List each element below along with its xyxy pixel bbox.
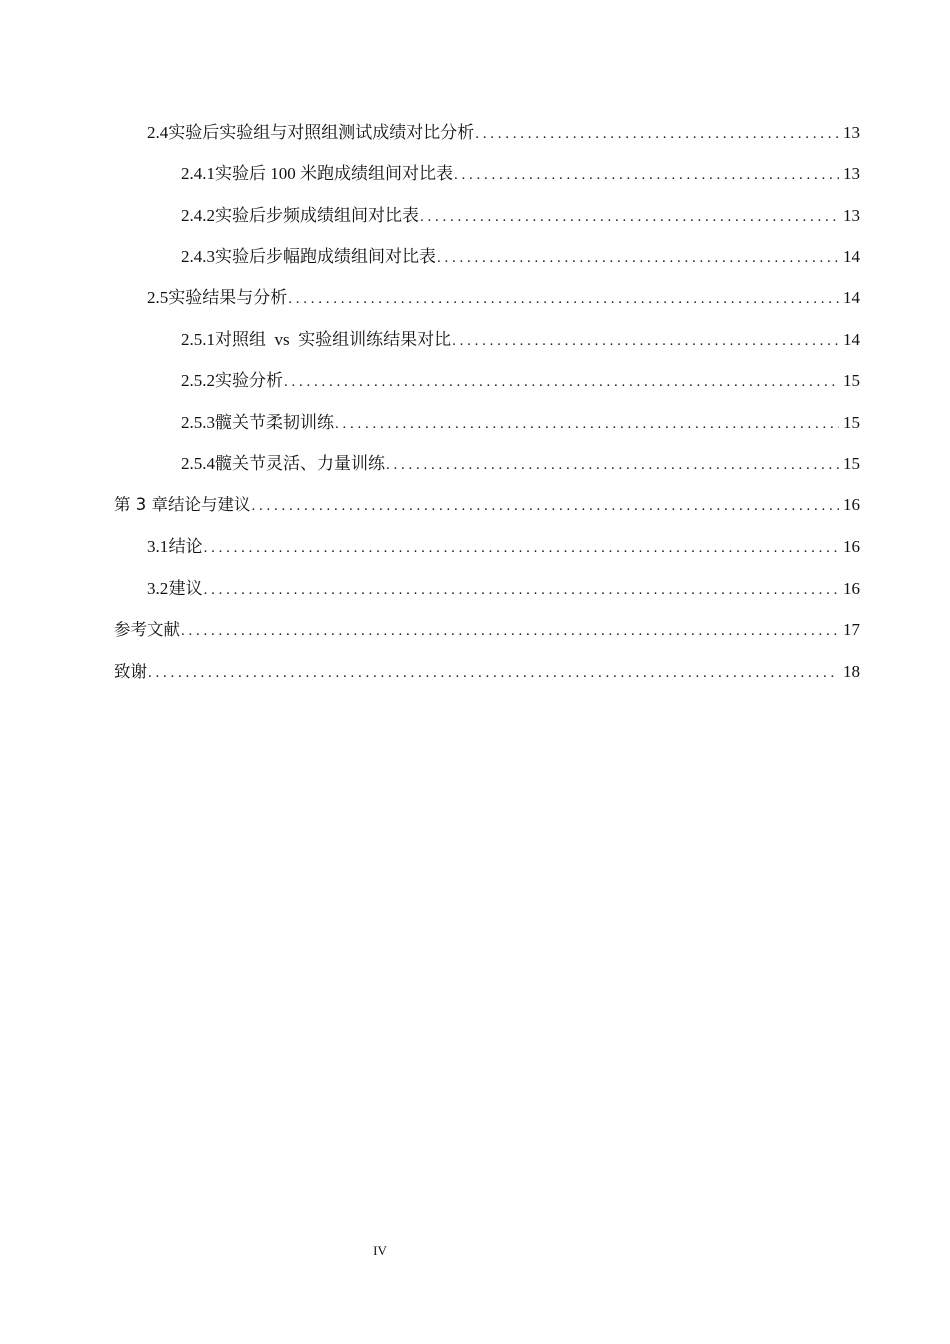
toc-entry-chapter-3[interactable]	[114, 491, 860, 517]
toc-entry-2-5-3[interactable]	[181, 408, 860, 434]
toc-entry-2-4-1[interactable]	[181, 159, 860, 185]
dot-leader	[420, 209, 839, 226]
page-footer-number: IV	[373, 1243, 387, 1258]
dot-leader	[181, 623, 839, 640]
dot-leader	[437, 250, 839, 267]
dot-leader	[454, 167, 839, 184]
toc-title: 髋关节灵活、力量训练	[215, 454, 385, 473]
toc-page-number: 14	[843, 247, 860, 266]
toc-title: 结论与建议	[168, 495, 251, 514]
toc-title: 实验后实验组与对照组测试成绩对比分析	[168, 123, 475, 142]
dot-leader	[148, 665, 839, 682]
toc-number: 2.4.2	[181, 206, 215, 225]
toc-title: 实验后 100 米跑成绩组间对比表	[215, 164, 453, 183]
toc-title: 髋关节柔韧训练	[215, 413, 334, 432]
toc-title: 实验结果与分析	[168, 288, 288, 307]
toc-page-number: 17	[843, 620, 860, 639]
toc-entry-2-5-1[interactable]	[181, 325, 860, 351]
toc-number: 2.5.4	[181, 454, 215, 473]
toc-page-number: 13	[843, 164, 860, 183]
toc-entry-2-4-2[interactable]	[181, 201, 860, 227]
toc-entry-references[interactable]	[114, 616, 860, 642]
toc-entry-2-5-2[interactable]	[181, 366, 860, 392]
toc-title: 建议	[168, 579, 203, 598]
toc-page-number: 13	[843, 123, 860, 142]
toc-page-number: 18	[843, 662, 860, 681]
toc-number: 2.5	[147, 288, 169, 307]
toc-number: 2.5.1	[181, 330, 215, 349]
toc-title: 参考文献	[114, 620, 180, 639]
toc-entry-2-4[interactable]	[147, 118, 860, 144]
toc-title: 对照组 vs 实验组训练结果对比	[215, 330, 452, 349]
toc-page-number: 14	[843, 288, 860, 307]
toc-entry-acknowledgements[interactable]	[114, 658, 860, 684]
toc-page-number: 16	[843, 495, 860, 514]
toc-title: 致谢	[114, 662, 147, 681]
toc-title: 实验后步幅跑成绩组间对比表	[215, 247, 436, 266]
dot-leader	[288, 291, 839, 308]
dot-leader	[204, 540, 839, 557]
dot-leader	[475, 126, 839, 143]
toc-title: 实验后步频成绩组间对比表	[215, 206, 419, 225]
toc-entry-2-5-4[interactable]	[181, 449, 860, 475]
toc-entry-2-4-3[interactable]	[181, 242, 860, 268]
dot-leader	[252, 498, 840, 515]
toc-number: 2.4.3	[181, 247, 215, 266]
dot-leader	[335, 416, 839, 433]
toc-page-number: 13	[843, 206, 860, 225]
dot-leader	[452, 333, 839, 350]
dot-leader	[284, 374, 839, 391]
toc-number: 2.4	[147, 123, 169, 142]
dot-leader	[204, 582, 839, 599]
dot-leader	[386, 457, 839, 474]
toc-number: 3.2	[147, 579, 169, 598]
toc-title: 实验分析	[215, 371, 283, 390]
toc-page-number: 16	[843, 537, 860, 556]
toc-number: 2.5.2	[181, 371, 215, 390]
toc-page-number: 15	[843, 454, 860, 473]
toc-entry-2-5[interactable]	[147, 283, 860, 309]
toc-entry-3-2[interactable]	[147, 574, 860, 600]
toc-entry-3-1[interactable]	[147, 532, 860, 558]
toc-number: 第 3 章	[114, 495, 168, 514]
toc-page-number: 15	[843, 371, 860, 390]
toc-title: 结论	[168, 537, 203, 556]
toc-number: 2.5.3	[181, 413, 215, 432]
toc-page-number: 15	[843, 413, 860, 432]
toc-page-number: 16	[843, 579, 860, 598]
toc-number: 2.4.1	[181, 164, 215, 183]
toc-number: 3.1	[147, 537, 169, 556]
toc-page-number: 14	[843, 330, 860, 349]
